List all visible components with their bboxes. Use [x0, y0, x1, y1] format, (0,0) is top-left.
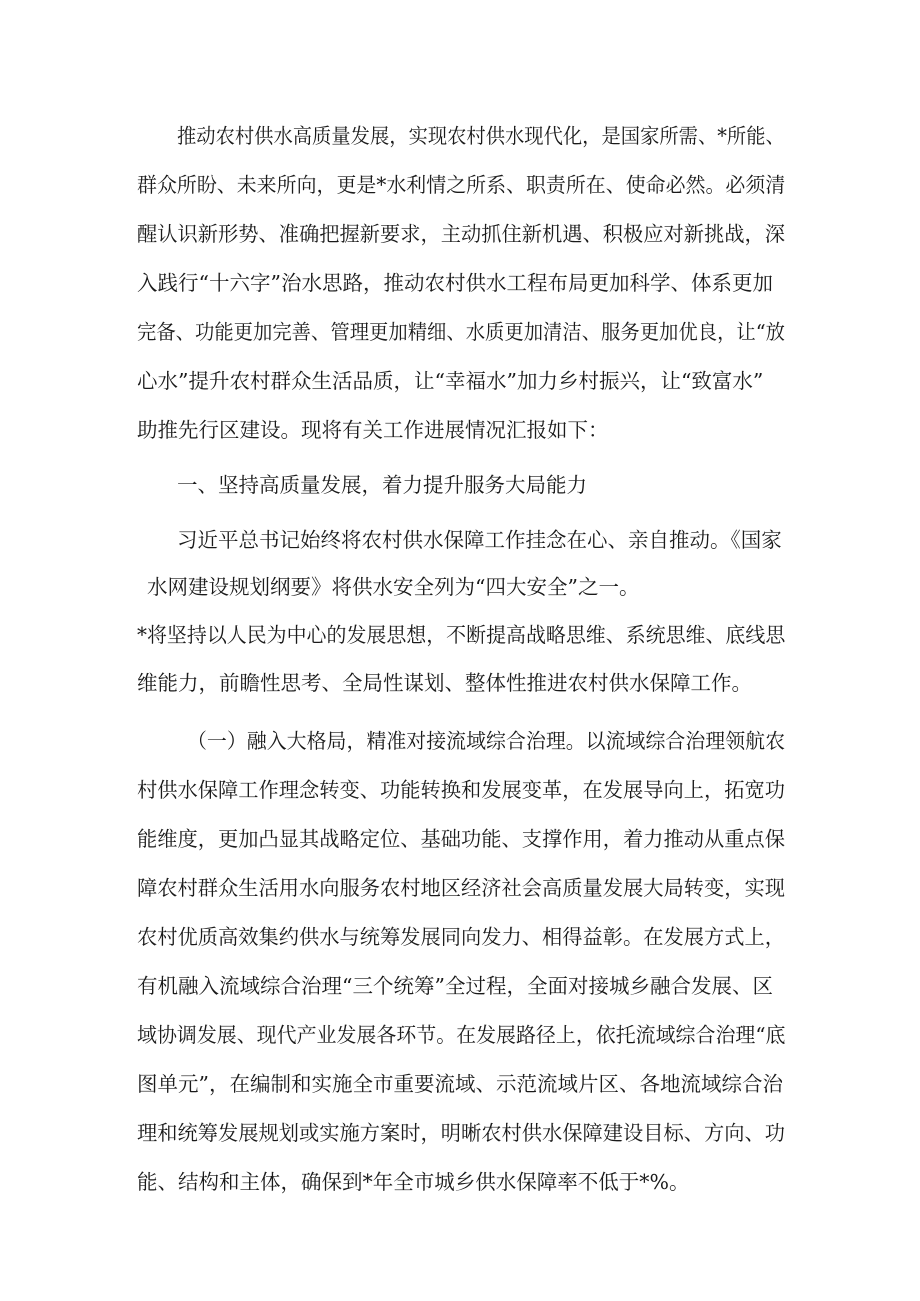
paragraph-3-line-6: 有机融入流域综合治理“三个统筹”全过程，全面对接城乡融合发展、区 — [137, 974, 773, 998]
paragraph-3-line-8: 图单元”，在编制和实施全市重要流域、示范流域片区、各地流域综合治 — [137, 1072, 783, 1096]
paragraph-1-line-6: 心水”提升农村群众生活品质，让“幸福水”加力乡村振兴，让“致富水” — [137, 369, 764, 393]
paragraph-1-line-3: 醒认识新形势、准确把握新要求，主动抓住新机遇、积极应对新挑战，深 — [137, 222, 785, 246]
paragraph-1-line-1: 推动农村供水高质量发展，实现农村供水现代化，是国家所需、*所能、 — [177, 124, 785, 148]
paragraph-3-line-5: 农村优质高效集约供水与统筹发展同向发力、相得益彰。在发展方式上， — [137, 925, 785, 949]
paragraph-3-line-1: （一）融入大格局，精准对接流域综合治理。以流域综合治理领航农 — [187, 729, 786, 753]
paragraph-1-line-2: 群众所盼、未来所向，更是*水利情之所系、职责所在、使命必然。必须清 — [137, 173, 786, 197]
paragraph-1-line-7: 助推先行区建设。现将有关工作进展情况汇报如下： — [137, 418, 609, 442]
paragraph-1-line-5: 完备、功能更加完善、管理更加精细、水质更加清洁、服务更加优良，让“放 — [137, 320, 785, 344]
paragraph-3-line-3: 能维度，更加凸显其战略定位、基础功能、支撑作用，着力推动从重点保 — [137, 827, 785, 851]
paragraph-3-line-10: 能、结构和主体，确保到*年全市城乡供水保障率不低于*%。 — [137, 1170, 690, 1194]
paragraph-2-line-1: 习近平总书记始终将农村供水保障工作挂念在心、亲自推动。《国家 — [177, 528, 782, 552]
paragraph-3-line-4: 障农村群众生活用水向服务农村地区经济社会高质量发展大局转变，实现 — [137, 876, 785, 900]
paragraph-2-line-4: 维能力，前瞻性思考、全局性谋划、整体性推进农村供水保障工作。 — [137, 671, 752, 695]
paragraph-2-line-2: 水网建设规划纲要》将供水安全列为“四大安全”之一。 — [147, 575, 640, 599]
section-heading: 一、坚持高质量发展，着力提升服务大局能力 — [177, 473, 587, 497]
paragraph-2-line-3: *将坚持以人民为中心的发展思想，不断提高战略思维、系统思维、底线思 — [137, 623, 786, 647]
paragraph-3-line-7: 域协调发展、现代产业发展各环节。在发展路径上，依托流域综合治理“底 — [137, 1023, 786, 1047]
paragraph-1-line-4: 入践行“十六字”治水思路，推动农村供水工程布局更加科学、体系更加 — [137, 271, 773, 295]
paragraph-3-line-2: 村供水保障工作理念转变、功能转换和发展变革，在发展导向上，拓宽功 — [137, 778, 785, 802]
paragraph-3-line-9: 理和统筹发展规划或实施方案时，明晰农村供水保障建设目标、方向、功 — [137, 1121, 785, 1145]
